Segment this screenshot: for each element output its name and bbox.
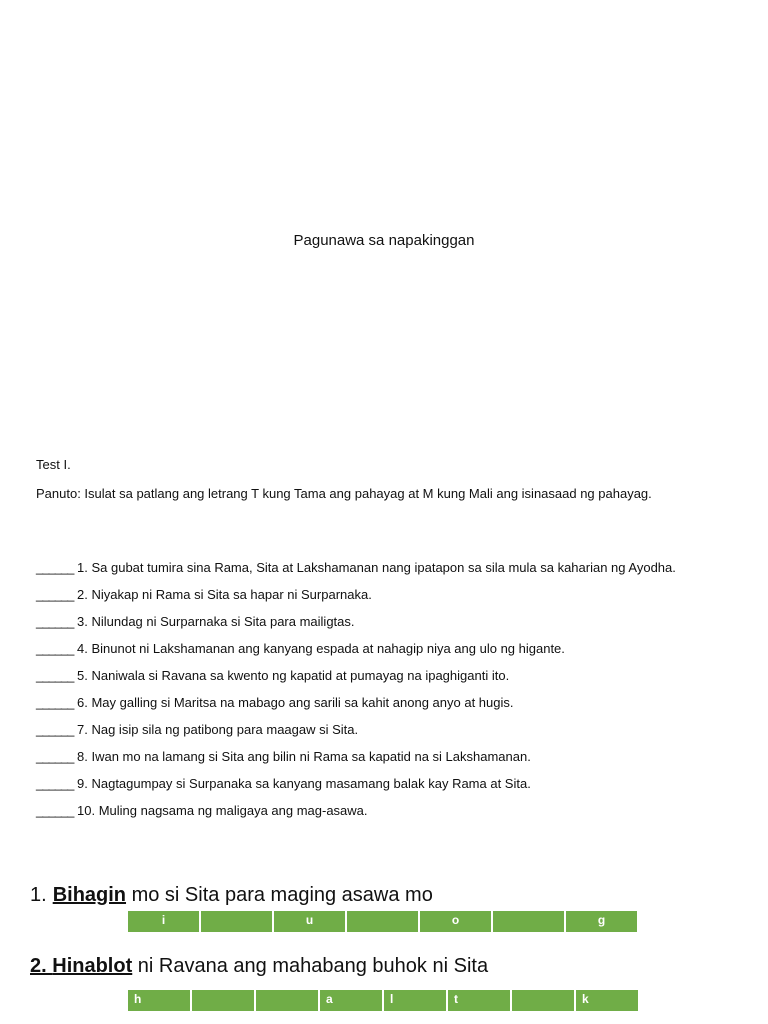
letter-cell: k <box>576 990 640 1011</box>
answer-blank: ______ <box>36 722 74 737</box>
item-text: 7. Nag isip sila ng patibong para maagaw si Sita. <box>77 722 359 737</box>
letter-cell: l <box>384 990 448 1011</box>
letter-cell <box>512 990 576 1011</box>
question-1-heading <box>30 884 433 907</box>
question-2-text: ni Ravana ang mahabang buhok ni Sita <box>132 955 489 977</box>
item-text: 6. May galling si Maritsa na mabago ang sarili sa kahit anong anyo at hugis. <box>77 695 514 710</box>
letter-cell <box>192 990 256 1011</box>
letter-cell: o <box>420 911 493 932</box>
letter-cell <box>493 911 566 932</box>
item-text: 5. Naniwala si Ravana sa kwento ng kapatid at pumayag na ipaghiganti ito. <box>77 668 510 683</box>
item-text: 1. Sa gubat tumira sina Rama, Sita at Lakshamanan nang ipatapon sa sila mula sa kaharian ng Ayodha. <box>77 560 676 575</box>
instructions: Panuto: Isulat sa patlang ang letrang T kung Tama ang pahayag at M kung Mali ang isinasaad ng pahayag. <box>36 486 652 501</box>
letter-cell <box>201 911 274 932</box>
item-text: 9. Nagtagumpay si Surpanaka sa kanyang masamang balak kay Rama at Sita. <box>77 776 531 791</box>
letter-cell: t <box>448 990 512 1011</box>
list-item <box>36 612 704 631</box>
answer-blank: ______ <box>36 803 74 818</box>
item-text: 10. Muling nagsama ng maligaya ang mag-asawa. <box>77 803 368 818</box>
list-item <box>36 747 704 766</box>
answer-blank: ______ <box>36 560 74 575</box>
letter-grid-1 <box>128 911 639 932</box>
letter-cell: i <box>128 911 201 932</box>
item-text: 4. Binunot ni Lakshamanan ang kanyang espada at nahagip niya ang ulo ng higante. <box>77 641 565 656</box>
list-item <box>36 720 704 739</box>
answer-blank: ______ <box>36 614 74 629</box>
answer-blank: ______ <box>36 587 74 602</box>
question-1-keyword: Bihagin <box>52 884 127 906</box>
list-item <box>36 774 704 793</box>
letter-cell <box>256 990 320 1011</box>
list-item <box>36 585 704 604</box>
letter-grid-2 <box>128 990 640 1011</box>
letter-cell: g <box>566 911 639 932</box>
item-text: 3. Nilundag ni Surparnaka si Sita para mailigtas. <box>77 614 355 629</box>
answer-blank: ______ <box>36 668 74 683</box>
letter-cell: a <box>320 990 384 1011</box>
item-text: 2. Niyakap ni Rama si Sita sa hapar ni Surparnaka. <box>77 587 372 602</box>
list-item <box>36 558 704 577</box>
list-item <box>36 801 704 820</box>
question-2-keyword: Hinablot <box>52 955 133 977</box>
question-list <box>36 558 704 828</box>
list-item <box>36 693 704 712</box>
page-title: Pagunawa sa napakinggan <box>293 232 475 249</box>
answer-blank: ______ <box>36 776 74 791</box>
letter-cell: u <box>274 911 347 932</box>
item-text: 8. Iwan mo na lamang si Sita ang bilin ni Rama sa kapatid na si Lakshamanan. <box>77 749 531 764</box>
list-item <box>36 639 704 658</box>
question-2-heading <box>30 955 488 978</box>
answer-blank: ______ <box>36 749 74 764</box>
answer-blank: ______ <box>36 695 74 710</box>
list-item <box>36 666 704 685</box>
question-1-number: 1. <box>30 884 47 906</box>
question-2-number: 2. <box>30 955 53 977</box>
question-1-text: mo si Sita para maging asawa mo <box>126 884 433 906</box>
letter-cell <box>347 911 420 932</box>
letter-cell: h <box>128 990 192 1011</box>
test-label: Test I. <box>36 457 71 472</box>
answer-blank: ______ <box>36 641 74 656</box>
